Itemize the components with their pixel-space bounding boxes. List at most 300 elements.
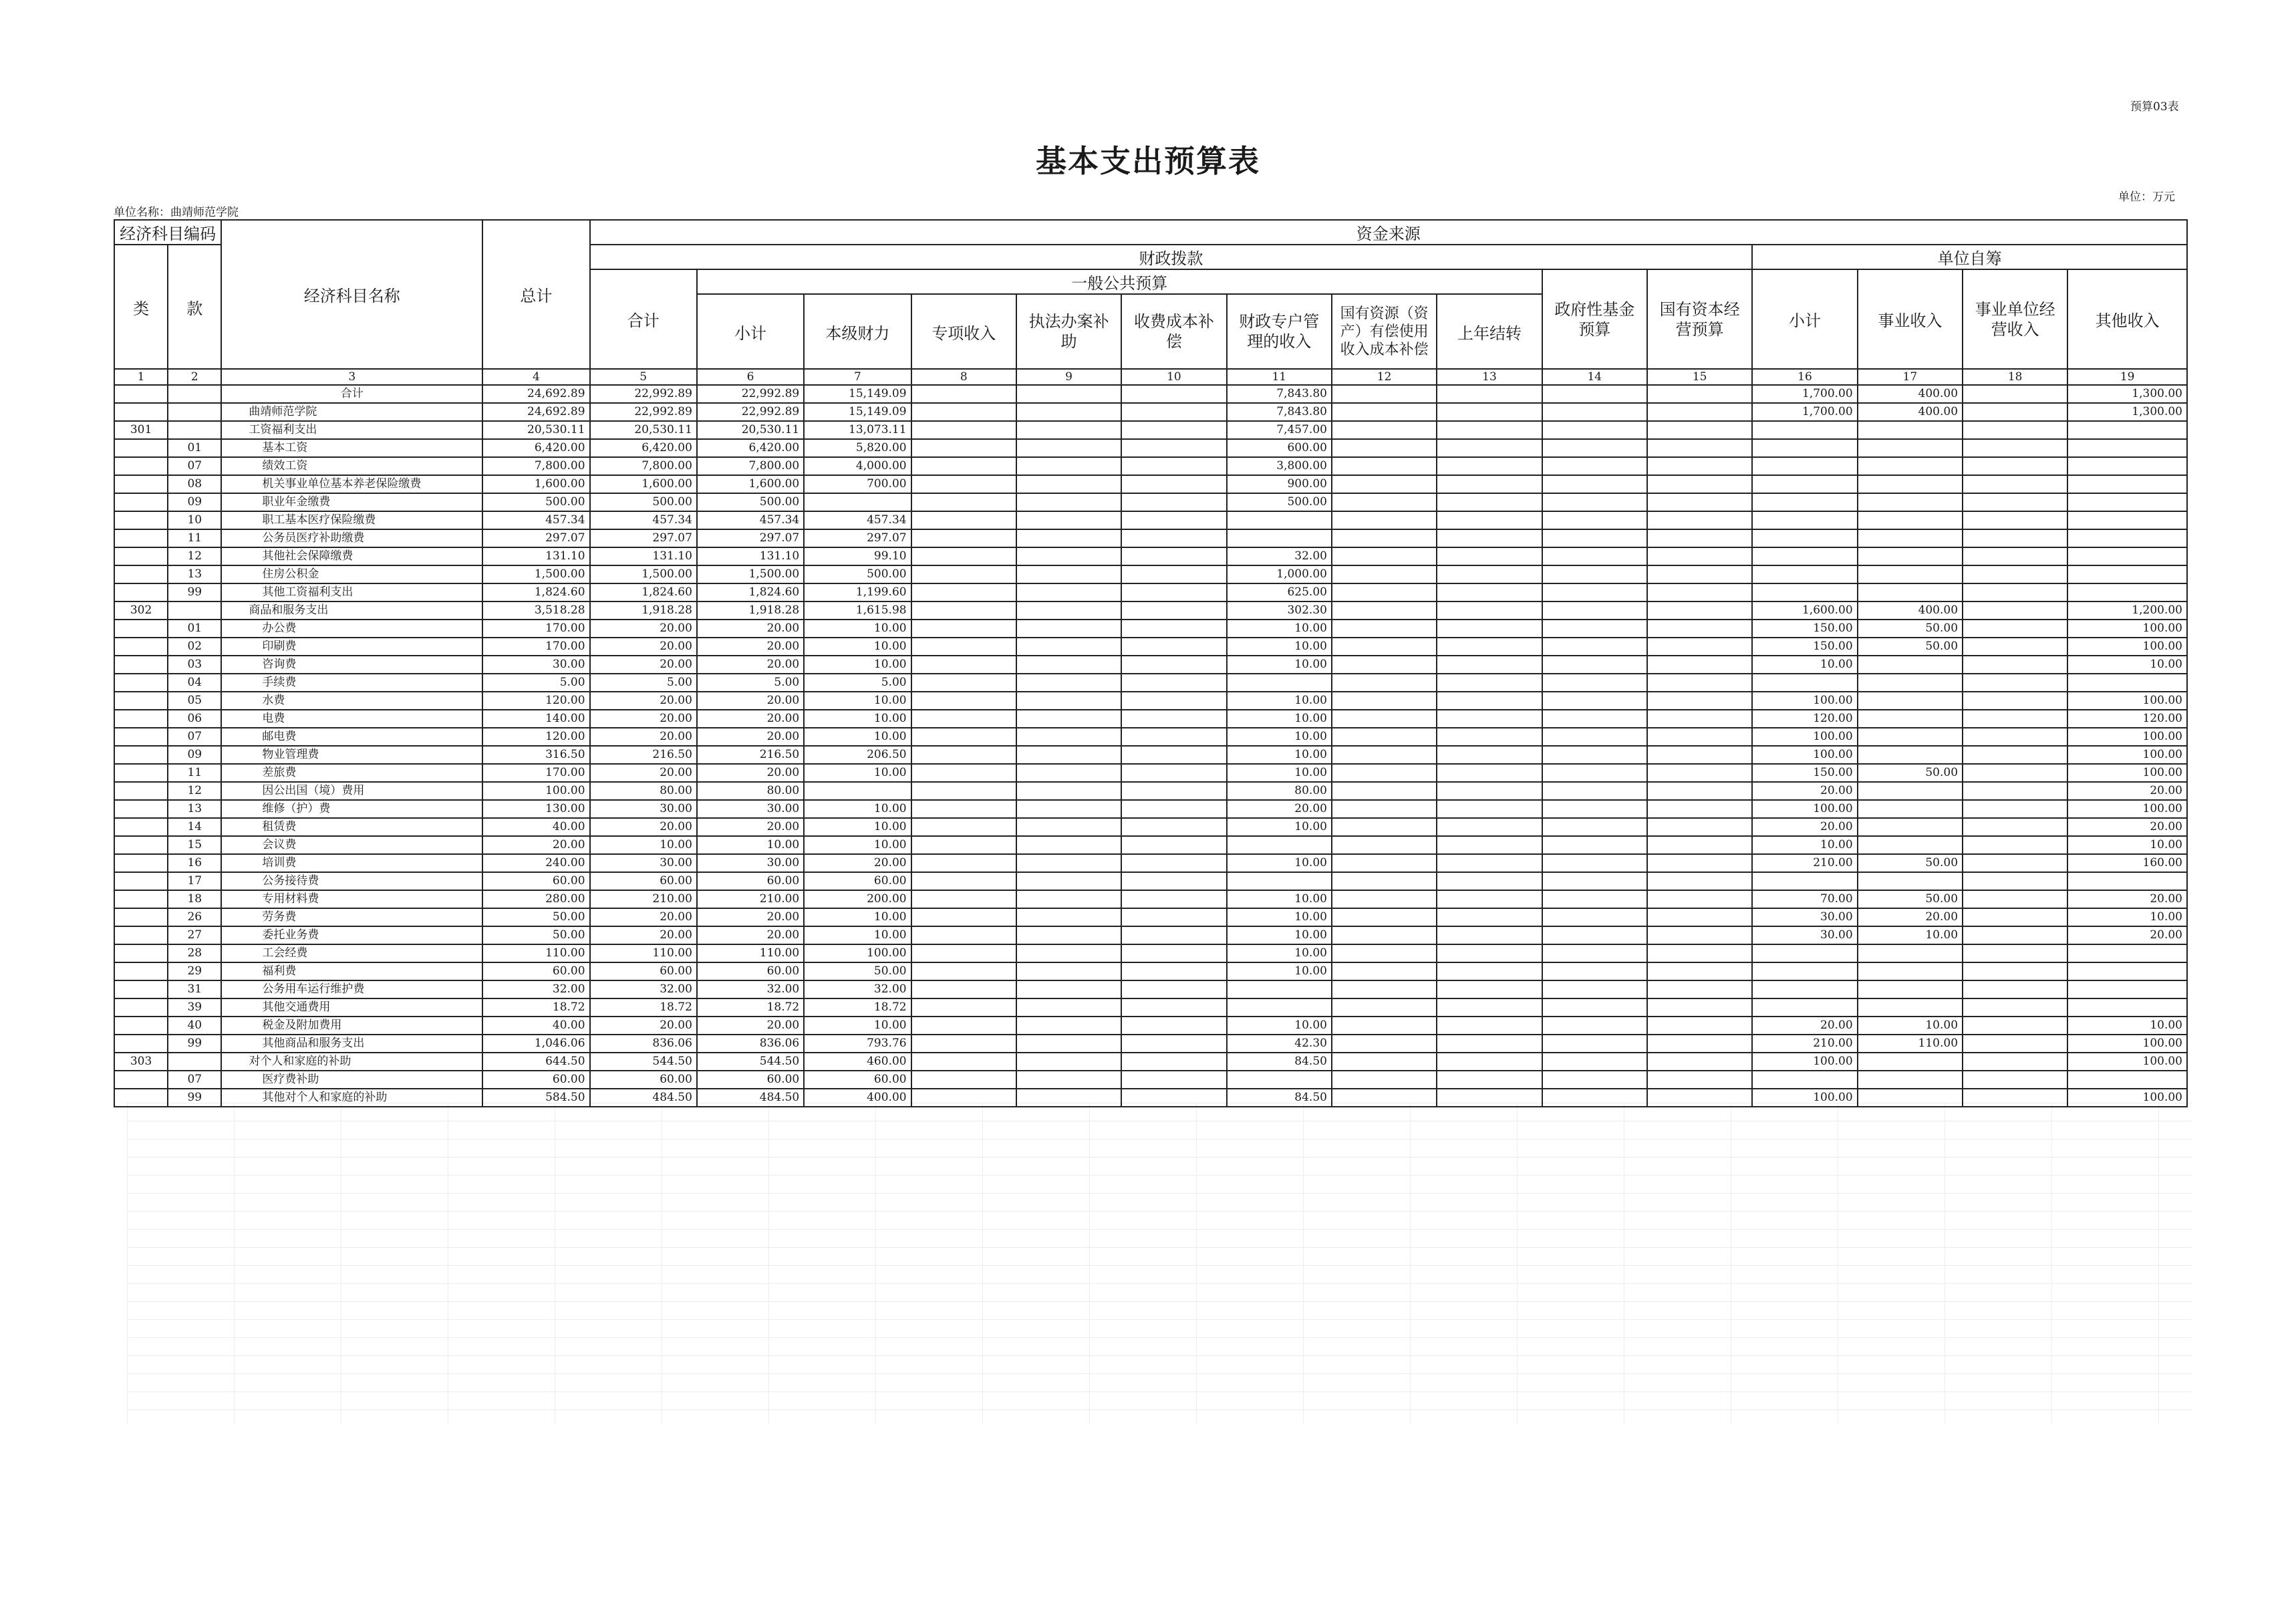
table-row — [114, 980, 2187, 998]
kuan-code-cell: 13 — [168, 800, 221, 818]
amount-cell — [1437, 1053, 1542, 1071]
amount-cell — [1542, 439, 1647, 457]
amount-cell: 500.00 — [1227, 493, 1332, 511]
amount-cell — [1858, 547, 1963, 565]
amount-cell — [1963, 854, 2067, 872]
amount-cell — [911, 493, 1016, 511]
amount-cell — [911, 674, 1016, 692]
amount-cell: 302.30 — [1227, 601, 1332, 620]
amount-cell — [1542, 800, 1647, 818]
amount-cell — [1121, 439, 1226, 457]
amount-cell — [1963, 601, 2067, 620]
amount-cell: 18.72 — [482, 998, 589, 1017]
amount-cell — [1963, 475, 2067, 493]
lei-code-cell — [114, 620, 168, 638]
amount-cell: 13,073.11 — [804, 421, 911, 439]
amount-cell — [911, 601, 1016, 620]
amount-cell: 10.00 — [804, 620, 911, 638]
amount-cell — [1542, 656, 1647, 674]
amount-cell: 400.00 — [1858, 601, 1963, 620]
table-row — [114, 583, 2187, 601]
amount-cell — [2067, 439, 2187, 457]
amount-cell — [911, 692, 1016, 710]
amount-cell — [1121, 890, 1226, 908]
amount-cell — [1121, 547, 1226, 565]
amount-cell: 100.00 — [1752, 800, 1857, 818]
amount-cell: 457.34 — [804, 511, 911, 529]
amount-cell: 10.00 — [804, 692, 911, 710]
econ-name-cell: 税金及附加费用 — [221, 1017, 482, 1035]
amount-cell — [1542, 818, 1647, 836]
amount-cell: 110.00 — [1858, 1035, 1963, 1053]
amount-cell — [1963, 674, 2067, 692]
amount-cell — [911, 1053, 1016, 1071]
amount-cell: 20.00 — [1227, 800, 1332, 818]
unit-name: 单位名称：曲靖师范学院 — [114, 206, 239, 219]
kuan-code-cell — [168, 385, 221, 403]
amount-cell — [1332, 836, 1437, 854]
amount-cell — [1437, 962, 1542, 980]
amount-cell — [1542, 421, 1647, 439]
amount-cell — [1647, 601, 1752, 620]
amount-cell — [1963, 782, 2067, 800]
amount-cell — [1858, 1071, 1963, 1089]
amount-cell — [1437, 908, 1542, 926]
econ-name-cell: 手续费 — [221, 674, 482, 692]
amount-cell — [1121, 944, 1226, 962]
kuan-code-cell: 15 — [168, 836, 221, 854]
lei-code-cell — [114, 710, 168, 728]
amount-cell: 457.34 — [590, 511, 697, 529]
amount-cell: 1,600.00 — [590, 475, 697, 493]
amount-cell: 20.00 — [590, 710, 697, 728]
amount-cell: 100.00 — [2067, 1053, 2187, 1071]
table-row — [114, 728, 2187, 746]
amount-cell — [1963, 565, 2067, 583]
amount-cell: 7,843.80 — [1227, 385, 1332, 403]
amount-cell: 20,530.11 — [697, 421, 804, 439]
bleed-through-shadow — [127, 1103, 2192, 1424]
amount-cell — [1437, 692, 1542, 710]
table-row — [114, 457, 2187, 475]
amount-cell — [1752, 583, 1857, 601]
amount-cell: 1,046.06 — [482, 1035, 589, 1053]
table-row — [114, 890, 2187, 908]
amount-cell: 32.00 — [697, 980, 804, 998]
amount-cell: 170.00 — [482, 620, 589, 638]
fee-compensation-header: 收费成本补偿 — [1121, 294, 1226, 369]
amount-cell — [1858, 475, 1963, 493]
lei-code-cell — [114, 890, 168, 908]
amount-cell — [1542, 457, 1647, 475]
amount-cell — [1542, 385, 1647, 403]
amount-cell — [911, 836, 1016, 854]
amount-cell: 20.00 — [590, 656, 697, 674]
amount-cell — [1437, 403, 1542, 421]
amount-cell: 20.00 — [590, 620, 697, 638]
amount-cell: 1,600.00 — [1752, 601, 1857, 620]
amount-cell — [1542, 583, 1647, 601]
amount-cell: 20.00 — [590, 692, 697, 710]
amount-cell — [1647, 403, 1752, 421]
econ-name-cell: 培训费 — [221, 854, 482, 872]
amount-cell — [1963, 890, 2067, 908]
amount-cell — [1121, 728, 1226, 746]
amount-cell: 18.72 — [804, 998, 911, 1017]
econ-name-cell: 印刷费 — [221, 638, 482, 656]
amount-cell — [1332, 998, 1437, 1017]
amount-cell — [2067, 529, 2187, 547]
amount-cell: 10.00 — [804, 764, 911, 782]
amount-cell — [1647, 962, 1752, 980]
amount-cell: 50.00 — [482, 908, 589, 926]
table-row — [114, 1053, 2187, 1071]
amount-cell: 150.00 — [1752, 638, 1857, 656]
amount-cell: 32.00 — [804, 980, 911, 998]
amount-cell: 20.00 — [2067, 890, 2187, 908]
amount-cell — [1647, 818, 1752, 836]
amount-cell — [1963, 764, 2067, 782]
amount-cell — [1437, 583, 1542, 601]
table-row — [114, 872, 2187, 890]
lei-code-cell — [114, 818, 168, 836]
amount-cell — [1752, 457, 1857, 475]
amount-cell — [1437, 728, 1542, 746]
amount-cell: 7,800.00 — [697, 457, 804, 475]
amount-cell: 20.00 — [590, 638, 697, 656]
amount-cell: 18.72 — [590, 998, 697, 1017]
lei-code-cell — [114, 746, 168, 764]
econ-name-cell: 劳务费 — [221, 908, 482, 926]
amount-cell: 32.00 — [590, 980, 697, 998]
amount-cell — [1647, 764, 1752, 782]
amount-cell: 60.00 — [482, 962, 589, 980]
amount-cell — [1332, 710, 1437, 728]
amount-cell — [1016, 1053, 1121, 1071]
amount-cell — [1016, 601, 1121, 620]
amount-cell — [1647, 872, 1752, 890]
econ-name-cell: 其他对个人和家庭的补助 — [221, 1089, 482, 1107]
amount-cell: 1,500.00 — [590, 565, 697, 583]
amount-cell — [1332, 746, 1437, 764]
amount-cell: 131.10 — [697, 547, 804, 565]
table-row — [114, 493, 2187, 511]
amount-cell — [1647, 638, 1752, 656]
amount-cell — [911, 421, 1016, 439]
amount-cell — [1963, 908, 2067, 926]
amount-cell: 10.00 — [1752, 836, 1857, 854]
amount-cell — [911, 475, 1016, 493]
econ-name-cell: 公务用车运行维护费 — [221, 980, 482, 998]
amount-cell — [1016, 782, 1121, 800]
law-enforcement-header: 执法办案补助 — [1016, 294, 1121, 369]
amount-cell — [1542, 854, 1647, 872]
amount-cell — [1121, 1035, 1226, 1053]
amount-cell — [1121, 854, 1226, 872]
lei-code-cell: 303 — [114, 1053, 168, 1071]
amount-cell — [1227, 836, 1332, 854]
amount-cell: 10.00 — [1227, 818, 1332, 836]
amount-cell: 40.00 — [482, 818, 589, 836]
amount-cell: 30.00 — [697, 800, 804, 818]
amount-cell — [1437, 710, 1542, 728]
amount-cell: 100.00 — [1752, 746, 1857, 764]
amount-cell: 10.00 — [1227, 962, 1332, 980]
amount-cell — [1016, 385, 1121, 403]
operation-income-header: 事业单位经营收入 — [1963, 269, 2067, 369]
amount-cell: 1,000.00 — [1227, 565, 1332, 583]
currency-unit: 单位：万元 — [2118, 190, 2175, 204]
amount-cell: 100.00 — [2067, 800, 2187, 818]
lei-code-cell — [114, 385, 168, 403]
kuan-code-cell: 26 — [168, 908, 221, 926]
amount-cell: 457.34 — [697, 511, 804, 529]
business-income-header: 事业收入 — [1858, 269, 1963, 369]
amount-cell — [1752, 674, 1857, 692]
amount-cell: 50.00 — [1858, 764, 1963, 782]
amount-cell — [1016, 926, 1121, 944]
lei-code-cell — [114, 836, 168, 854]
amount-cell: 1,500.00 — [697, 565, 804, 583]
amount-cell — [1332, 926, 1437, 944]
amount-cell — [911, 998, 1016, 1017]
amount-cell: 600.00 — [1227, 439, 1332, 457]
amount-cell: 60.00 — [590, 1071, 697, 1089]
table-row — [114, 1035, 2187, 1053]
amount-cell — [1332, 511, 1437, 529]
amount-cell — [1542, 926, 1647, 944]
amount-cell — [1121, 782, 1226, 800]
amount-cell: 100.00 — [804, 944, 911, 962]
kuan-code-cell: 09 — [168, 746, 221, 764]
amount-cell — [1227, 511, 1332, 529]
econ-name-cell: 福利费 — [221, 962, 482, 980]
fund-source-header: 资金来源 — [590, 220, 2187, 245]
amount-cell — [1858, 836, 1963, 854]
amount-cell: 457.34 — [482, 511, 589, 529]
amount-cell — [1227, 998, 1332, 1017]
amount-cell — [911, 385, 1016, 403]
amount-cell — [1963, 710, 2067, 728]
amount-cell: 297.07 — [590, 529, 697, 547]
amount-cell — [1647, 583, 1752, 601]
amount-cell: 10.00 — [2067, 656, 2187, 674]
amount-cell: 20.00 — [697, 1017, 804, 1035]
amount-cell — [1542, 908, 1647, 926]
amount-cell — [1121, 962, 1226, 980]
kuan-header: 款 — [168, 245, 221, 369]
kuan-code-cell: 12 — [168, 547, 221, 565]
econ-name-cell: 物业管理费 — [221, 746, 482, 764]
local-finance-header: 本级财力 — [804, 294, 911, 369]
amount-cell: 40.00 — [482, 1017, 589, 1035]
amount-cell: 32.00 — [482, 980, 589, 998]
amount-cell: 1,918.28 — [697, 601, 804, 620]
econ-name-cell: 其他商品和服务支出 — [221, 1035, 482, 1053]
amount-cell: 100.00 — [2067, 692, 2187, 710]
lei-code-cell — [114, 475, 168, 493]
econ-name-cell: 公务接待费 — [221, 872, 482, 890]
subtotal-header: 小计 — [697, 294, 804, 369]
amount-cell — [1437, 818, 1542, 836]
amount-cell — [1016, 620, 1121, 638]
kuan-code-cell — [168, 403, 221, 421]
econ-name-cell: 租赁费 — [221, 818, 482, 836]
amount-cell — [1332, 944, 1437, 962]
amount-cell — [911, 746, 1016, 764]
kuan-code-cell: 06 — [168, 710, 221, 728]
amount-cell — [911, 944, 1016, 962]
amount-cell — [1647, 385, 1752, 403]
amount-cell — [1963, 583, 2067, 601]
amount-cell — [1332, 1053, 1437, 1071]
amount-cell: 99.10 — [804, 547, 911, 565]
amount-cell: 500.00 — [804, 565, 911, 583]
amount-cell — [1858, 872, 1963, 890]
column-number: 1 — [114, 369, 168, 385]
amount-cell — [1647, 511, 1752, 529]
amount-cell — [1963, 926, 2067, 944]
amount-cell: 120.00 — [482, 728, 589, 746]
amount-cell: 5,820.00 — [804, 439, 911, 457]
table-row — [114, 403, 2187, 421]
amount-cell: 1,918.28 — [590, 601, 697, 620]
amount-cell: 460.00 — [804, 1053, 911, 1071]
amount-cell: 30.00 — [1752, 908, 1857, 926]
amount-cell — [1016, 746, 1121, 764]
amount-cell — [1542, 962, 1647, 980]
amount-cell — [1752, 944, 1857, 962]
kuan-code-cell: 03 — [168, 656, 221, 674]
amount-cell: 200.00 — [804, 890, 911, 908]
amount-cell — [911, 764, 1016, 782]
amount-cell — [1752, 1071, 1857, 1089]
kuan-code-cell: 18 — [168, 890, 221, 908]
column-number: 19 — [2067, 369, 2187, 385]
amount-cell: 6,420.00 — [697, 439, 804, 457]
amount-cell — [1858, 439, 1963, 457]
amount-cell: 297.07 — [697, 529, 804, 547]
amount-cell — [1752, 872, 1857, 890]
amount-cell: 20.00 — [697, 692, 804, 710]
table-row — [114, 818, 2187, 836]
amount-cell — [2067, 421, 2187, 439]
amount-cell — [1121, 674, 1226, 692]
lei-code-cell — [114, 403, 168, 421]
econ-name-cell: 电费 — [221, 710, 482, 728]
amount-cell — [1858, 511, 1963, 529]
amount-cell — [1016, 818, 1121, 836]
lei-code-cell — [114, 800, 168, 818]
amount-cell: 1,500.00 — [482, 565, 589, 583]
amount-cell — [1437, 890, 1542, 908]
column-number: 7 — [804, 369, 911, 385]
amount-cell — [911, 1071, 1016, 1089]
amount-cell — [1332, 692, 1437, 710]
amount-cell — [1647, 493, 1752, 511]
lei-code-cell — [114, 926, 168, 944]
amount-cell: 210.00 — [1752, 1035, 1857, 1053]
amount-cell — [1121, 746, 1226, 764]
lei-code-cell — [114, 944, 168, 962]
amount-cell — [1437, 854, 1542, 872]
amount-cell: 500.00 — [697, 493, 804, 511]
amount-cell — [1963, 1017, 2067, 1035]
amount-cell — [1963, 800, 2067, 818]
amount-cell — [1227, 980, 1332, 998]
amount-cell: 1,824.60 — [482, 583, 589, 601]
amount-cell — [1647, 656, 1752, 674]
amount-cell — [1016, 764, 1121, 782]
amount-cell: 20.00 — [1858, 908, 1963, 926]
amount-cell — [1647, 1053, 1752, 1071]
amount-cell — [1647, 944, 1752, 962]
amount-cell — [1332, 728, 1437, 746]
amount-cell — [1121, 1071, 1226, 1089]
amount-cell — [1963, 620, 2067, 638]
amount-cell — [1963, 836, 2067, 854]
amount-cell — [1121, 403, 1226, 421]
amount-cell — [1332, 800, 1437, 818]
table-row — [114, 638, 2187, 656]
amount-cell: 20.00 — [697, 764, 804, 782]
kuan-code-cell: 17 — [168, 872, 221, 890]
kuan-code-cell: 07 — [168, 457, 221, 475]
lei-code-cell — [114, 854, 168, 872]
amount-cell — [1542, 782, 1647, 800]
kuan-code-cell: 11 — [168, 529, 221, 547]
kuan-code-cell: 08 — [168, 475, 221, 493]
amount-cell: 7,800.00 — [482, 457, 589, 475]
kuan-code-cell: 01 — [168, 620, 221, 638]
kuan-code-cell: 27 — [168, 926, 221, 944]
amount-cell — [1121, 638, 1226, 656]
amount-cell: 15,149.09 — [804, 403, 911, 421]
amount-cell — [1963, 511, 2067, 529]
amount-cell — [1332, 872, 1437, 890]
special-account-header: 财政专户管理的收入 — [1227, 294, 1332, 369]
column-number: 13 — [1437, 369, 1542, 385]
amount-cell: 100.00 — [2067, 746, 2187, 764]
amount-cell — [1332, 475, 1437, 493]
amount-cell: 100.00 — [2067, 728, 2187, 746]
kuan-code-cell: 39 — [168, 998, 221, 1017]
amount-cell: 160.00 — [2067, 854, 2187, 872]
econ-name-cell: 委托业务费 — [221, 926, 482, 944]
amount-cell — [911, 620, 1016, 638]
lei-code-cell — [114, 457, 168, 475]
lei-code-cell — [114, 583, 168, 601]
econ-name-cell: 基本工资 — [221, 439, 482, 457]
amount-cell — [911, 1017, 1016, 1035]
table-row — [114, 908, 2187, 926]
amount-cell — [1752, 962, 1857, 980]
amount-cell — [1332, 620, 1437, 638]
amount-cell: 1,600.00 — [697, 475, 804, 493]
amount-cell — [1542, 998, 1647, 1017]
amount-cell: 60.00 — [482, 872, 589, 890]
kuan-code-cell: 31 — [168, 980, 221, 998]
amount-cell — [1437, 980, 1542, 998]
amount-cell: 20,530.11 — [590, 421, 697, 439]
amount-cell: 50.00 — [482, 926, 589, 944]
amount-cell — [1858, 980, 1963, 998]
amount-cell — [1542, 1017, 1647, 1035]
amount-cell: 10.00 — [1227, 710, 1332, 728]
amount-cell: 80.00 — [590, 782, 697, 800]
econ-name-cell: 办公费 — [221, 620, 482, 638]
lei-code-cell — [114, 692, 168, 710]
